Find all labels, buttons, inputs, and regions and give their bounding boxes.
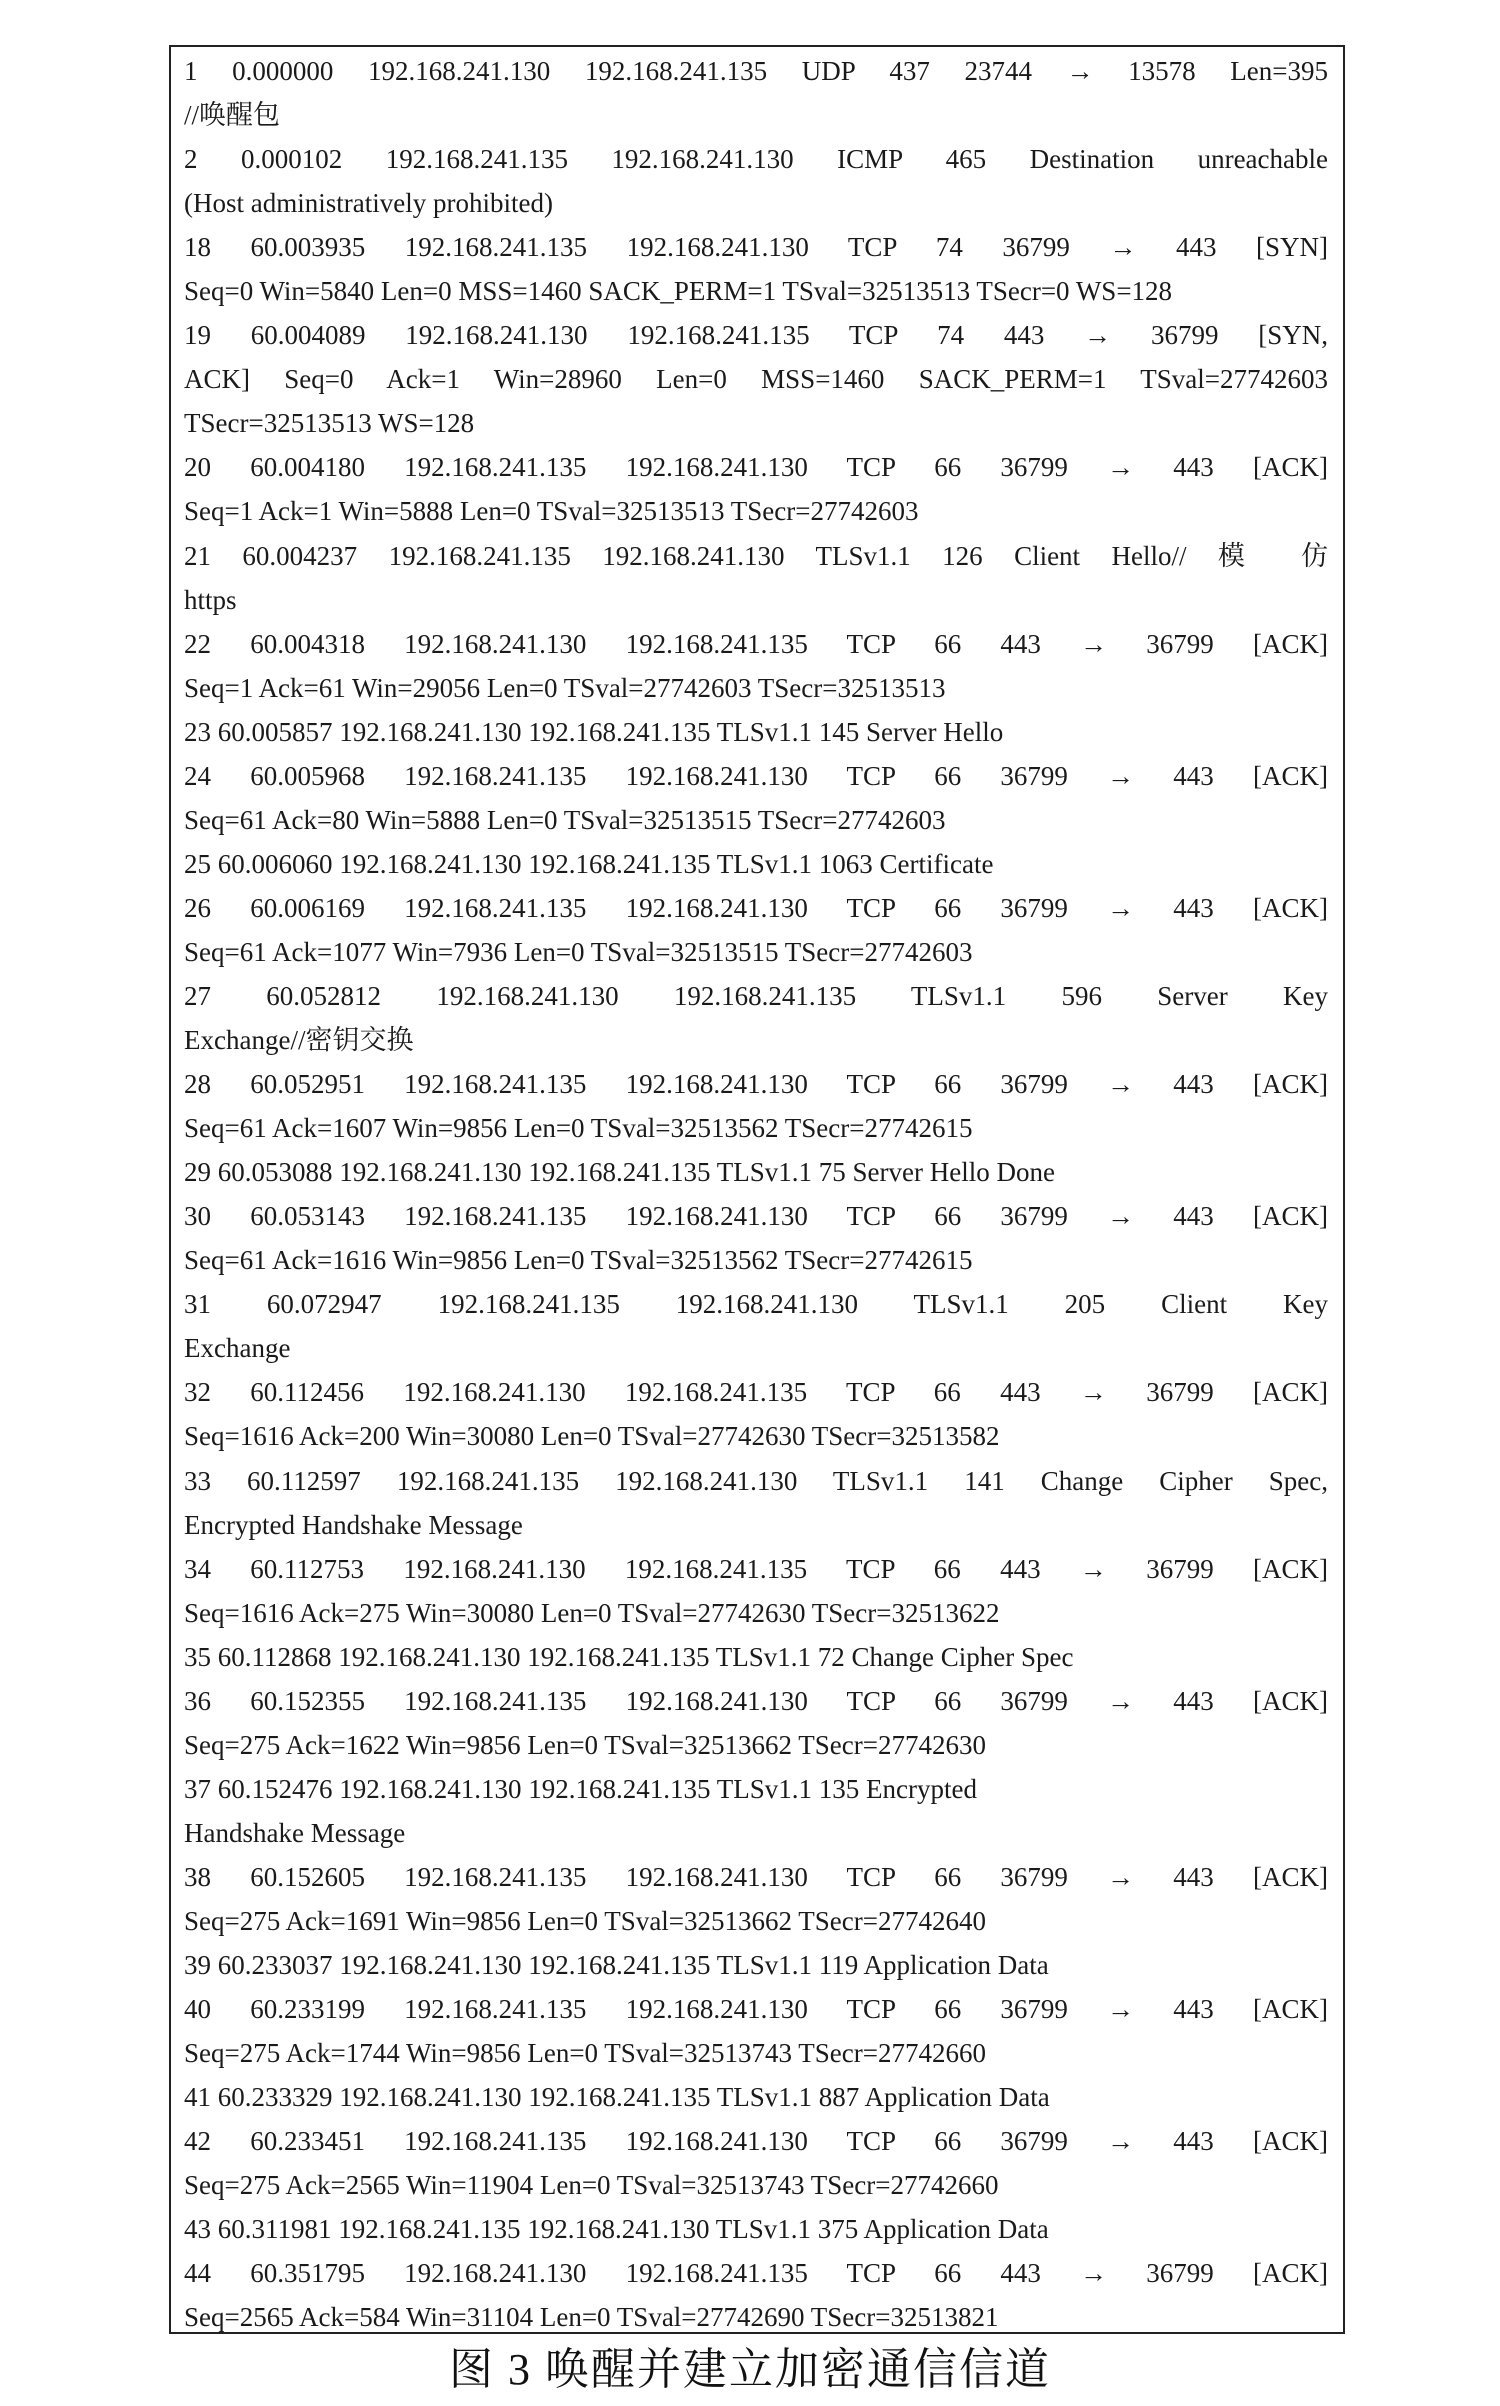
log-line: 40 60.233199 192.168.241.135 192.168.241.130 TCP 66 36799 → 443 [ACK] bbox=[184, 1994, 1328, 2025]
log-line: Seq=275 Ack=1622 Win=9856 Len=0 TSval=32513662 TSecr=27742630 bbox=[184, 1729, 986, 1760]
log-line: Seq=0 Win=5840 Len=0 MSS=1460 SACK_PERM=1 TSval=32513513 TSecr=0 WS=128 bbox=[184, 276, 1173, 307]
log-line: 33 60.112597 192.168.241.135 192.168.241.130 TLSv1.1 141 Change Cipher Spec, bbox=[184, 1465, 1328, 1496]
log-line: 27 60.052812 192.168.241.130 192.168.241.135 TLSv1.1 596 Server Key bbox=[184, 980, 1328, 1011]
log-line: Seq=275 Ack=1691 Win=9856 Len=0 TSval=32513662 TSecr=27742640 bbox=[184, 1905, 986, 1936]
log-line: 32 60.112456 192.168.241.130 192.168.241.135 TCP 66 443 → 36799 [ACK] bbox=[184, 1377, 1328, 1408]
log-line: 43 60.311981 192.168.241.135 192.168.241.130 TLSv1.1 375 Application Data bbox=[184, 2214, 1049, 2245]
log-line: Seq=61 Ack=80 Win=5888 Len=0 TSval=32513515 TSecr=27742603 bbox=[184, 804, 946, 835]
log-line: 19 60.004089 192.168.241.130 192.168.241.135 TCP 74 443 → 36799 [SYN, bbox=[184, 320, 1328, 351]
log-line: Seq=1616 Ack=275 Win=30080 Len=0 TSval=27742630 TSecr=32513622 bbox=[184, 1597, 1000, 1628]
log-line: 39 60.233037 192.168.241.130 192.168.241.135 TLSv1.1 119 Application Data bbox=[184, 1950, 1049, 1981]
log-line: //唤醒包 bbox=[184, 100, 281, 131]
log-line: 44 60.351795 192.168.241.130 192.168.241.135 TCP 66 443 → 36799 [ACK] bbox=[184, 2258, 1328, 2289]
log-line: https bbox=[184, 584, 237, 615]
log-line: 41 60.233329 192.168.241.130 192.168.241.135 TLSv1.1 887 Application Data bbox=[184, 2082, 1050, 2113]
log-line: TSecr=32513513 WS=128 bbox=[184, 408, 475, 439]
log-line: 23 60.005857 192.168.241.130 192.168.241.135 TLSv1.1 145 Server Hello bbox=[184, 716, 1004, 747]
log-line: 25 60.006060 192.168.241.130 192.168.241.135 TLSv1.1 1063 Certificate bbox=[184, 848, 994, 879]
log-line: 21 60.004237 192.168.241.135 192.168.241.130 TLSv1.1 126 Client Hello// 模 仿 bbox=[184, 540, 1328, 571]
log-line: 20 60.004180 192.168.241.135 192.168.241.130 TCP 66 36799 → 443 [ACK] bbox=[184, 452, 1328, 483]
log-line: Exchange bbox=[184, 1333, 291, 1364]
log-line: 29 60.053088 192.168.241.130 192.168.241.135 TLSv1.1 75 Server Hello Done bbox=[184, 1157, 1055, 1188]
log-line: Exchange//密钥交换 bbox=[184, 1025, 414, 1056]
log-line: Seq=275 Ack=2565 Win=11904 Len=0 TSval=32513743 TSecr=27742660 bbox=[184, 2170, 999, 2201]
log-line: 34 60.112753 192.168.241.130 192.168.241.135 TCP 66 443 → 36799 [ACK] bbox=[184, 1553, 1328, 1584]
packet-log bbox=[184, 49, 1328, 2339]
log-line: 22 60.004318 192.168.241.130 192.168.241.135 TCP 66 443 → 36799 [ACK] bbox=[184, 628, 1328, 659]
log-line: 35 60.112868 192.168.241.130 192.168.241.135 TLSv1.1 72 Change Cipher Spec bbox=[184, 1641, 1074, 1672]
log-line: Seq=61 Ack=1077 Win=7936 Len=0 TSval=32513515 TSecr=27742603 bbox=[184, 936, 973, 967]
log-line: Seq=275 Ack=1744 Win=9856 Len=0 TSval=32513743 TSecr=27742660 bbox=[184, 2038, 986, 2069]
log-line: ACK] Seq=0 Ack=1 Win=28960 Len=0 MSS=1460 SACK_PERM=1 TSval=27742603 bbox=[184, 364, 1328, 395]
log-line: 38 60.152605 192.168.241.135 192.168.241.130 TCP 66 36799 → 443 [ACK] bbox=[184, 1861, 1328, 1892]
log-line: 18 60.003935 192.168.241.135 192.168.241.130 TCP 74 36799 → 443 [SYN] bbox=[184, 232, 1328, 263]
log-line: Seq=1616 Ack=200 Win=30080 Len=0 TSval=27742630 TSecr=32513582 bbox=[184, 1421, 1000, 1452]
log-line: 1 0.000000 192.168.241.130 192.168.241.135 UDP 437 23744 → 13578 Len=395 bbox=[184, 56, 1328, 86]
log-line: 42 60.233451 192.168.241.135 192.168.241.130 TCP 66 36799 → 443 [ACK] bbox=[184, 2126, 1328, 2157]
log-line: (Host administratively prohibited) bbox=[184, 188, 553, 219]
log-line: 2 0.000102 192.168.241.135 192.168.241.130 ICMP 465 Destination unreachable bbox=[184, 144, 1328, 175]
log-line: 24 60.005968 192.168.241.135 192.168.241.130 TCP 66 36799 → 443 [ACK] bbox=[184, 760, 1328, 791]
log-line: Handshake Message bbox=[184, 1817, 406, 1848]
figure-caption: 图 3 唤醒并建立加密通信信道 bbox=[449, 2345, 1051, 2394]
log-line: Seq=2565 Ack=584 Win=31104 Len=0 TSval=27742690 TSecr=32513821 bbox=[184, 2302, 999, 2333]
log-line: 36 60.152355 192.168.241.135 192.168.241.130 TCP 66 36799 → 443 [ACK] bbox=[184, 1685, 1328, 1716]
log-line: Encrypted Handshake Message bbox=[184, 1509, 523, 1540]
log-line: 37 60.152476 192.168.241.130 192.168.241.135 TLSv1.1 135 Encrypted bbox=[184, 1773, 977, 1804]
log-line: Seq=1 Ack=1 Win=5888 Len=0 TSval=32513513 TSecr=27742603 bbox=[184, 496, 919, 527]
log-line: 30 60.053143 192.168.241.135 192.168.241.130 TCP 66 36799 → 443 [ACK] bbox=[184, 1201, 1328, 1232]
log-line: 28 60.052951 192.168.241.135 192.168.241.130 TCP 66 36799 → 443 [ACK] bbox=[184, 1069, 1328, 1100]
log-line: Seq=1 Ack=61 Win=29056 Len=0 TSval=27742603 TSecr=32513513 bbox=[184, 672, 946, 703]
log-line: 26 60.006169 192.168.241.135 192.168.241.130 TCP 66 36799 → 443 [ACK] bbox=[184, 892, 1328, 923]
log-line: 31 60.072947 192.168.241.135 192.168.241.130 TLSv1.1 205 Client Key bbox=[184, 1289, 1328, 1320]
log-line: Seq=61 Ack=1607 Win=9856 Len=0 TSval=32513562 TSecr=27742615 bbox=[184, 1113, 973, 1144]
log-line: Seq=61 Ack=1616 Win=9856 Len=0 TSval=32513562 TSecr=27742615 bbox=[184, 1245, 973, 1276]
